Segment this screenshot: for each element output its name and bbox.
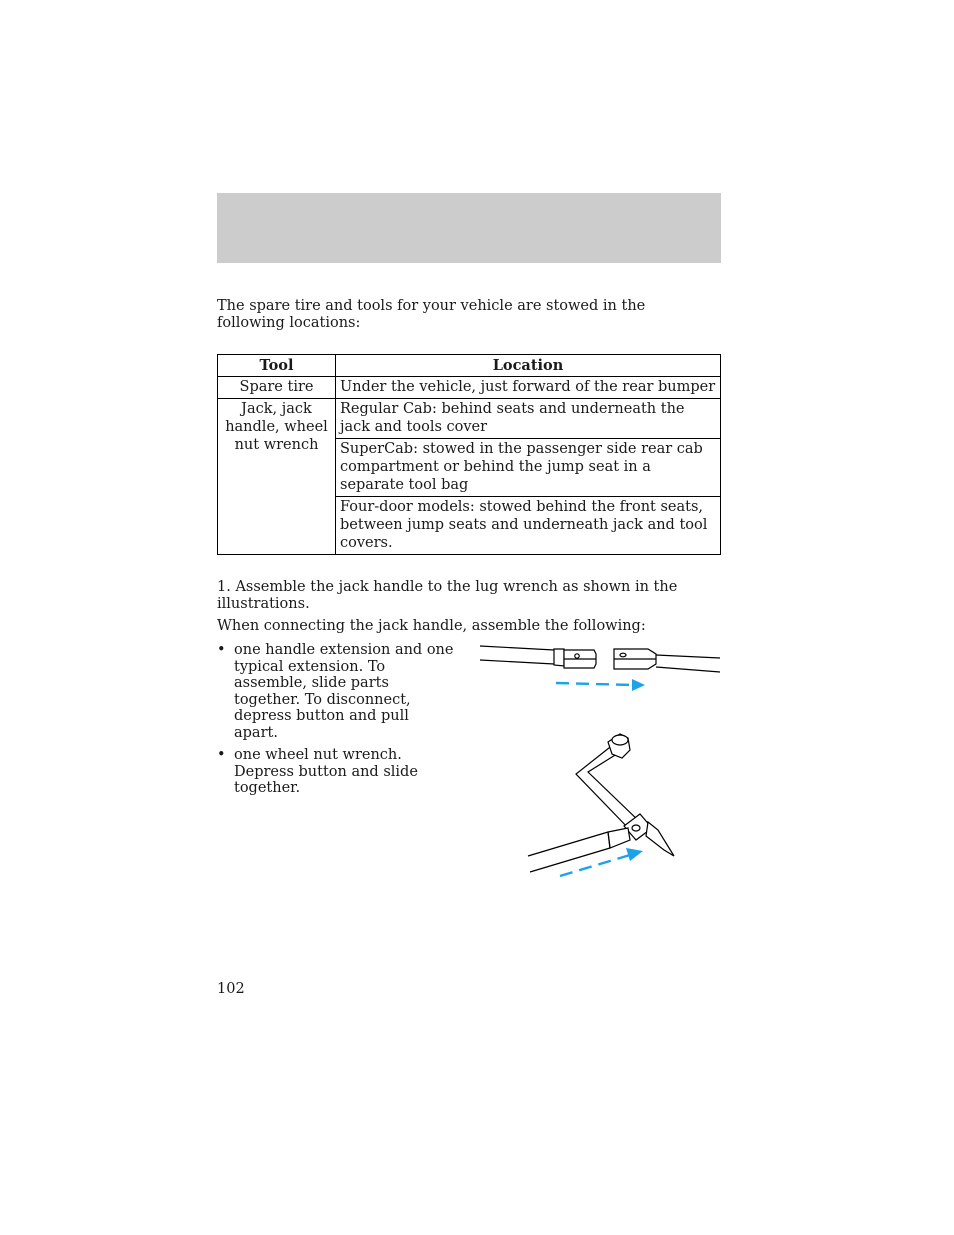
tool-cell: Jack, jack handle, wheel nut wrench [218,399,336,555]
page-number: 102 [217,981,245,997]
tool-location-table [217,354,721,555]
handle-extension-illustration [476,640,724,700]
assembly-bullet-list [217,642,457,803]
section-header-band [217,193,721,263]
list-item-text: one handle extension and one typical extension. To assemble, slide parts together. To disconnect, depress button and pull apart. [234,642,454,741]
step-1-text: 1. Assemble the jack handle to the lug wrench as shown in the illustrations. [217,579,678,612]
wheel-nut-wrench-illustration [524,730,684,884]
location-cell: SuperCab: stowed in the passenger side rear cab compartment or behind the jump seat in a separate tool bag [336,439,721,497]
bullet-icon: • [217,747,226,763]
location-cell: Regular Cab: behind seats and underneath the jack and tools cover [336,399,721,439]
dashed-arrow-icon [560,848,643,876]
tool-cell: Spare tire [218,377,336,399]
column-header-location: Location [336,355,721,377]
column-header-tool: Tool [218,355,336,377]
dashed-arrow-icon [556,679,645,691]
list-item [217,747,457,797]
intro-paragraph: The spare tire and tools for your vehicle are stowed in the following locations: [217,298,646,331]
list-item-text: one wheel nut wrench. Depress button and slide together. [234,747,418,796]
location-cell: Under the vehicle, just forward of the rear bumper [336,377,721,399]
table-row [218,399,721,439]
table-row [218,377,721,399]
location-cell: Four-door models: stowed behind the front seats, between jump seats and underneath jack and tool covers. [336,497,721,555]
bullet-icon: • [217,642,226,658]
list-item [217,642,457,741]
table-header-row [218,355,721,377]
connecting-text: When connecting the jack handle, assemble the following: [217,618,646,634]
